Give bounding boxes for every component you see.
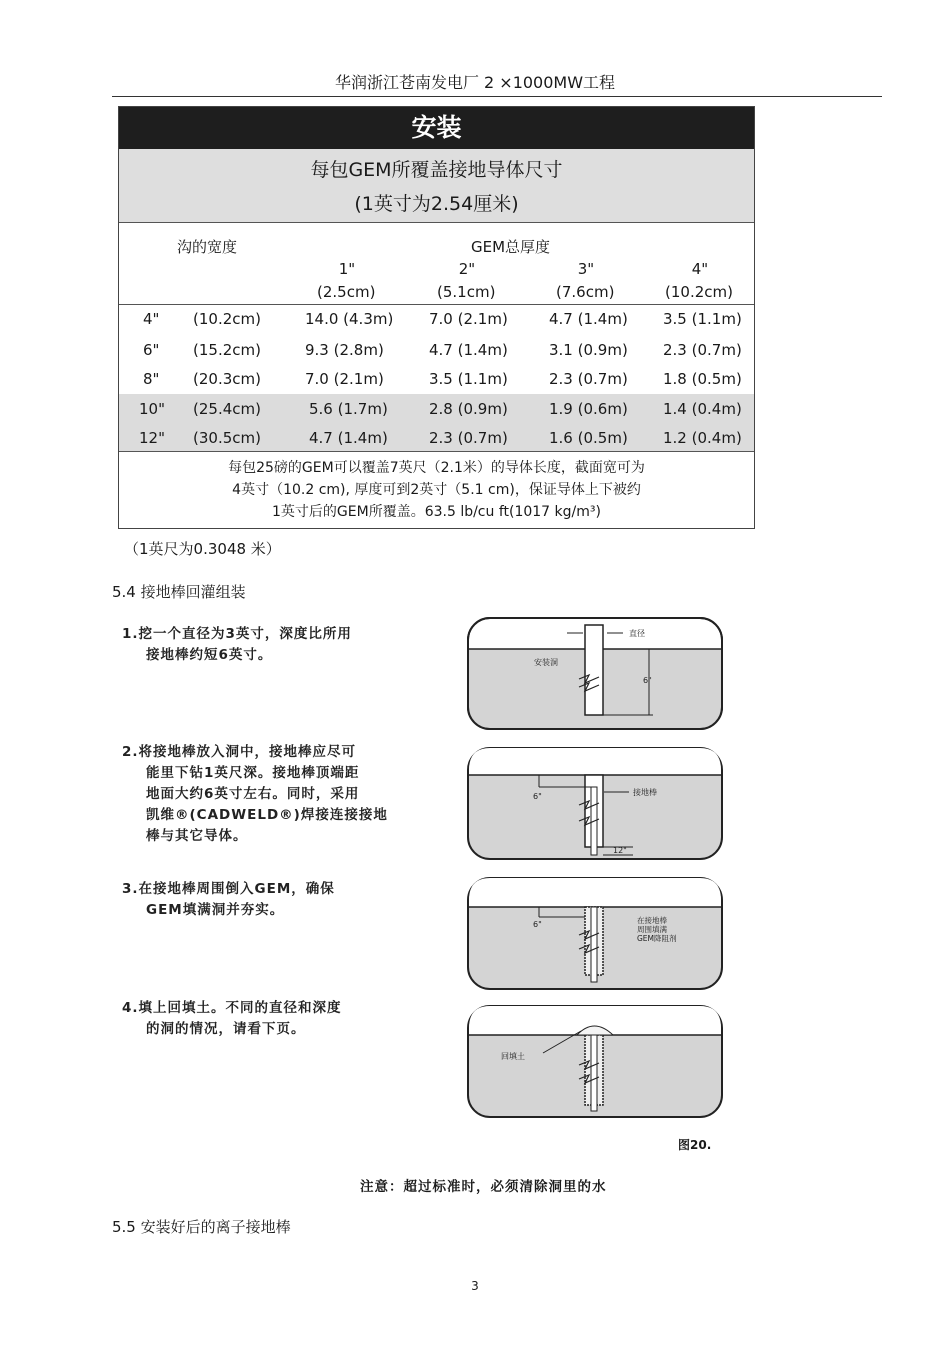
- step-line: 2.将接地棒放入洞中，接地棒应尽可: [122, 744, 357, 760]
- table-subtitle: [119, 149, 754, 223]
- label-depth-12: 12": [613, 846, 627, 855]
- step-line: 凯维®(CADWELD®)焊接连接接地: [146, 807, 388, 823]
- row-value: 3.5 (1.1m): [663, 310, 742, 328]
- row-width-cm: (25.4cm): [193, 400, 261, 418]
- footer-divider: [119, 451, 754, 452]
- col-header-thickness: GEM总厚度: [471, 238, 551, 256]
- thickness-4-cm: (10.2cm): [665, 283, 733, 301]
- row-value: 2.3 (0.7m): [549, 370, 628, 388]
- table-title: 安装: [119, 107, 754, 149]
- label-fill-line1: 在接地棒: [637, 916, 667, 925]
- row-width-cm: (20.3cm): [193, 370, 261, 388]
- thickness-1-in: 1": [338, 260, 356, 278]
- row-width-in: 6": [143, 341, 160, 359]
- row-value: 7.0 (2.1m): [305, 370, 384, 388]
- page-header: 华润浙江苍南发电厂 2 ×1000MW工程: [334, 73, 616, 92]
- thickness-1-cm: (2.5cm): [317, 283, 376, 301]
- page-number: 3: [471, 1279, 479, 1293]
- row-value: 3.1 (0.9m): [549, 341, 628, 359]
- thickness-3-in: 3": [577, 260, 595, 278]
- step-3-text: [122, 879, 335, 921]
- label-depth-6: 6": [533, 792, 542, 801]
- step-4-text: [122, 998, 342, 1040]
- header-divider: [119, 304, 754, 305]
- step-line: 接地棒约短6英寸。: [146, 647, 273, 663]
- step-line: 能里下钻1英尺深。接地棒顶端距: [146, 765, 360, 781]
- feet-conversion-note: （1英尺为0.3048 米）: [124, 540, 281, 558]
- row-value: 2.3 (0.7m): [663, 341, 742, 359]
- footer-line-3: 1英寸后的GEM所覆盖。63.5 lb/cu ft(1017 kg/m³): [272, 504, 601, 520]
- figure-step-3: [467, 877, 723, 990]
- table-subtitle-line2: (1英寸为2.54厘米): [354, 193, 519, 215]
- row-value: 2.3 (0.7m): [429, 429, 508, 447]
- thickness-2-in: 2": [458, 260, 476, 278]
- section-heading-5-5: 5.5 安装好后的离子接地棒: [112, 1218, 291, 1236]
- warning-note: 注意：超过标准时，必须清除洞里的水: [360, 1179, 607, 1195]
- step-line: 的洞的情况，请看下页。: [146, 1021, 306, 1037]
- row-value: 2.8 (0.9m): [429, 400, 508, 418]
- gem-coverage-table: [118, 106, 755, 529]
- row-value: 1.4 (0.4m): [663, 400, 742, 418]
- row-width-cm: (15.2cm): [193, 341, 261, 359]
- row-value: 4.7 (1.4m): [429, 341, 508, 359]
- table-subtitle-line1: 每包GEM所覆盖接地导体尺寸: [310, 159, 563, 181]
- step-line: GEM填满洞并夯实。: [146, 902, 285, 918]
- section-heading-5-4: 5.4 接地棒回灌组装: [112, 583, 246, 601]
- row-width-cm: (30.5cm): [193, 429, 261, 447]
- row-value: 9.3 (2.8m): [305, 341, 384, 359]
- row-value: 1.8 (0.5m): [663, 370, 742, 388]
- header-rule: [112, 96, 882, 97]
- label-fill-line2: 周围填满: [637, 925, 667, 934]
- label-depth-6: 6": [533, 920, 542, 929]
- thickness-2-cm: (5.1cm): [437, 283, 496, 301]
- row-value: 4.7 (1.4m): [549, 310, 628, 328]
- label-fill-line3: GEM降阻剂: [637, 934, 677, 943]
- row-width-in: 12": [139, 429, 165, 447]
- step-1-text: [122, 624, 352, 666]
- thickness-3-cm: (7.6cm): [556, 283, 615, 301]
- thickness-4-in: 4": [691, 260, 709, 278]
- label-rod: 接地棒: [633, 788, 657, 797]
- label-hole: 安装洞: [534, 658, 558, 667]
- row-value: 1.9 (0.6m): [549, 400, 628, 418]
- step-line: 1.挖一个直径为3英寸，深度比所用: [122, 626, 352, 642]
- row-width-in: 4": [143, 310, 160, 328]
- label-depth-6: 6": [643, 676, 652, 685]
- row-value: 14.0 (4.3m): [305, 310, 394, 328]
- row-value: 1.6 (0.5m): [549, 429, 628, 447]
- figure-step-2: [467, 747, 723, 860]
- figure-step-4: [467, 1005, 723, 1118]
- table-footer-note: [119, 457, 754, 523]
- label-diameter: 直径: [629, 629, 645, 638]
- step-line: 地面大约6英寸左右。同时，采用: [146, 786, 360, 802]
- row-value: 4.7 (1.4m): [309, 429, 388, 447]
- step-line: 4.填上回填土。不同的直径和深度: [122, 1000, 342, 1016]
- row-value: 5.6 (1.7m): [309, 400, 388, 418]
- step-line: 3.在接地棒周围倒入GEM，确保: [122, 881, 335, 897]
- col-header-width: 沟的宽度: [177, 238, 238, 256]
- label-backfill: 回填土: [501, 1052, 525, 1061]
- figure-step-1: [467, 617, 723, 730]
- row-width-in: 10": [139, 400, 165, 418]
- row-value: 7.0 (2.1m): [429, 310, 508, 328]
- row-value: 1.2 (0.4m): [663, 429, 742, 447]
- footer-line-2: 4英寸（10.2 cm), 厚度可到2英寸（5.1 cm)，保证导体上下被约: [232, 482, 641, 498]
- figure-caption: 图20.: [678, 1138, 712, 1152]
- footer-line-1: 每包25磅的GEM可以覆盖7英尺（2.1米）的导体长度，截面宽可为: [228, 460, 645, 476]
- step-line: 棒与其它导体。: [146, 828, 248, 844]
- row-width-cm: (10.2cm): [193, 310, 261, 328]
- row-width-in: 8": [143, 370, 160, 388]
- step-2-text: [122, 742, 388, 847]
- row-value: 3.5 (1.1m): [429, 370, 508, 388]
